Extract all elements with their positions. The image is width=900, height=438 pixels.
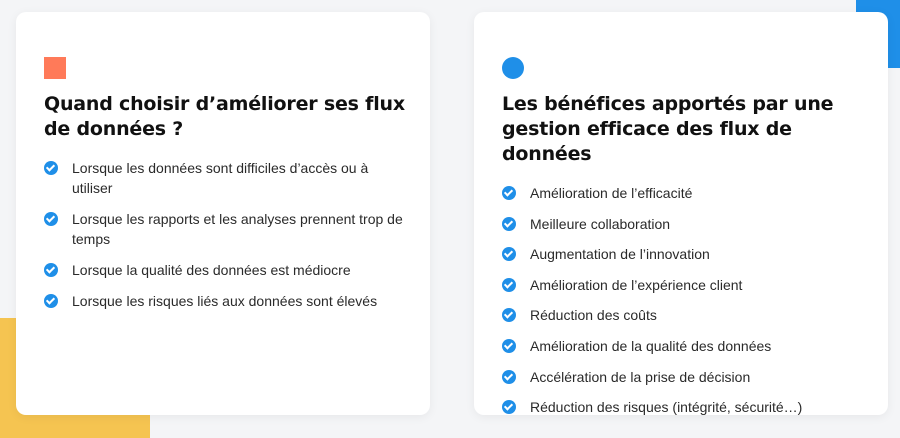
right-card-list — [502, 183, 868, 417]
check-circle-icon — [502, 217, 516, 231]
check-circle-icon — [502, 278, 516, 292]
check-circle-icon — [44, 212, 58, 226]
list-item-text: Lorsque les risques liés aux données sont élevés — [72, 293, 378, 309]
check-circle-icon — [502, 308, 516, 322]
list-item — [502, 305, 868, 325]
check-circle-icon — [502, 247, 516, 261]
list-item — [44, 158, 410, 198]
orange-square-icon — [44, 57, 66, 79]
benefits-card — [474, 12, 888, 415]
check-circle-icon — [502, 370, 516, 384]
list-item-text: Augmentation de l’innovation — [530, 246, 710, 263]
list-item-text: Lorsque les données sont difficiles d’accès ou à utiliser — [72, 160, 369, 196]
list-item — [502, 367, 868, 387]
list-item-text: Lorsque les rapports et les analyses prennent trop de temps — [72, 211, 403, 247]
left-card-list — [44, 158, 410, 311]
list-item-text: Réduction des risques (intégrité, sécurité…) — [530, 399, 803, 416]
blue-circle-icon — [502, 57, 524, 79]
list-item-text: Lorsque la qualité des données est médiocre — [72, 262, 351, 278]
check-circle-icon — [44, 294, 58, 308]
check-circle-icon — [502, 400, 516, 414]
list-item — [502, 244, 868, 264]
when-to-improve-card — [16, 12, 430, 415]
list-item-text: Réduction des coûts — [530, 307, 657, 324]
check-circle-icon — [44, 263, 58, 277]
list-item-text: Accélération de la prise de décision — [530, 368, 751, 385]
left-card-title: Quand choisir d’améliorer ses flux de données ? — [44, 93, 405, 140]
list-item-text: Amélioration de l’efficacité — [530, 185, 693, 201]
list-item-text: Amélioration de l’expérience client — [530, 276, 743, 293]
list-item — [502, 336, 868, 356]
check-circle-icon — [502, 186, 516, 200]
check-circle-icon — [44, 161, 58, 175]
list-item-text: Meilleure collaboration — [530, 215, 671, 232]
list-item-text: Amélioration de la qualité des données — [530, 337, 772, 354]
list-item — [502, 275, 868, 295]
list-item — [502, 214, 868, 234]
list-item — [44, 291, 410, 311]
check-circle-icon — [502, 339, 516, 353]
list-item — [502, 397, 868, 417]
right-card-title: Les bénéfices apportés par une gestion efficace des flux de données — [502, 93, 834, 165]
list-item — [44, 260, 410, 280]
list-item — [502, 183, 868, 203]
list-item — [44, 209, 410, 249]
